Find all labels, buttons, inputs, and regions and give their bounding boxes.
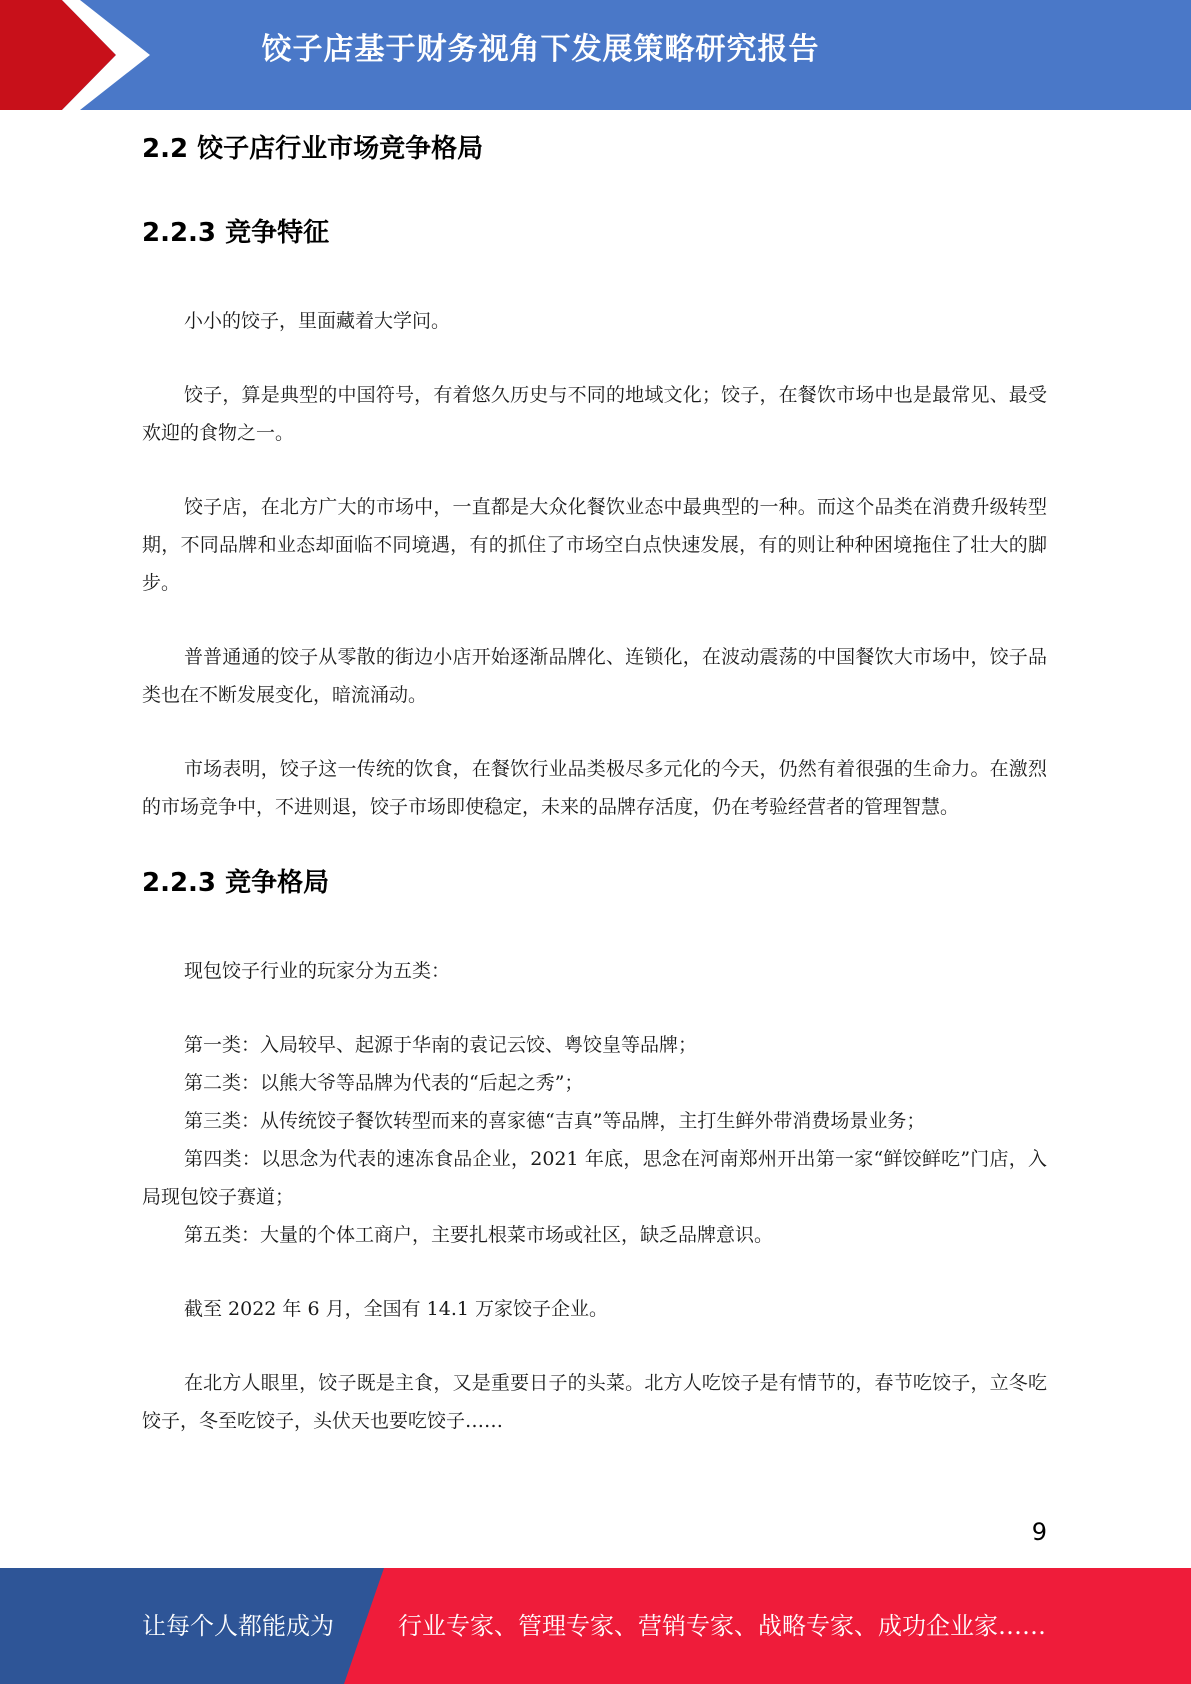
list-item: 第三类：从传统饺子餐饮转型而来的喜家德“吉真”等品牌，主打生鲜外带消费场景业务；	[184, 1110, 926, 1132]
paragraph: 饺子，算是典型的中国符号，有着悠久历史与不同的地域文化；饺子，在餐饮市场中也是最常见、最受欢迎的食物之一。	[142, 384, 1047, 444]
paragraph: 普普通通的饺子从零散的街边小店开始逐渐品牌化、连锁化，在波动震荡的中国餐饮大市场中，饺子品类也在不断发展变化，暗流涌动。	[142, 646, 1047, 706]
footer-slogan-left: 让每个人都能成为	[142, 1612, 334, 1640]
list-item: 第二类：以熊大爷等品牌为代表的“后起之秀”；	[184, 1072, 584, 1094]
paragraph-intro: 现包饺子行业的玩家分为五类：	[184, 960, 451, 982]
paragraph: 小小的饺子，里面藏着大学问。	[184, 310, 451, 332]
subsection-heading-features: 2.2.3 竞争特征	[142, 218, 330, 248]
footer-slogan-right: 行业专家、管理专家、营销专家、战略专家、成功企业家……	[398, 1612, 1046, 1640]
section-heading: 2.2 饺子店行业市场竞争格局	[142, 134, 484, 164]
report-title: 饺子店基于财务视角下发展策略研究报告	[261, 32, 820, 67]
main-content	[142, 124, 1047, 1440]
header-arrow-decoration	[0, 0, 160, 110]
list-item: 第一类：入局较早、起源于华南的袁记云饺、粤饺皇等品牌；	[184, 1034, 698, 1056]
list-item: 第五类：大量的个体工商户，主要扎根菜市场或社区，缺乏品牌意识。	[184, 1224, 774, 1246]
page-number: 9	[1031, 1518, 1047, 1546]
header-banner	[0, 0, 1191, 110]
category-list	[142, 1026, 1047, 1254]
paragraph: 饺子店，在北方广大的市场中，一直都是大众化餐饮业态中最典型的一种。而这个品类在消费升级转型期，不同品牌和业态却面临不同境遇，有的抓住了市场空白点快速发展，有的则让种种困境拖住了壮大的脚步。	[142, 496, 1047, 594]
paragraph-stat: 截至 2022 年 6 月，全国有 14.1 万家饺子企业。	[184, 1298, 608, 1320]
footer-banner	[0, 1568, 1191, 1684]
list-item: 第四类：以思念为代表的速冻食品企业，2021 年底，思念在河南郑州开出第一家“鲜饺鲜吃”门店，入局现包饺子赛道；	[142, 1148, 1047, 1208]
subsection-heading-landscape: 2.2.3 竞争格局	[142, 868, 330, 898]
paragraph-closing: 在北方人眼里，饺子既是主食，又是重要日子的头菜。北方人吃饺子是有情节的，春节吃饺子，立冬吃饺子，冬至吃饺子，头伏天也要吃饺子……	[142, 1372, 1047, 1432]
paragraph: 市场表明，饺子这一传统的饮食，在餐饮行业品类极尽多元化的今天，仍然有着很强的生命力。在激烈的市场竞争中，不进则退，饺子市场即使稳定，未来的品牌存活度，仍在考验经营者的管理智慧。	[142, 758, 1047, 818]
